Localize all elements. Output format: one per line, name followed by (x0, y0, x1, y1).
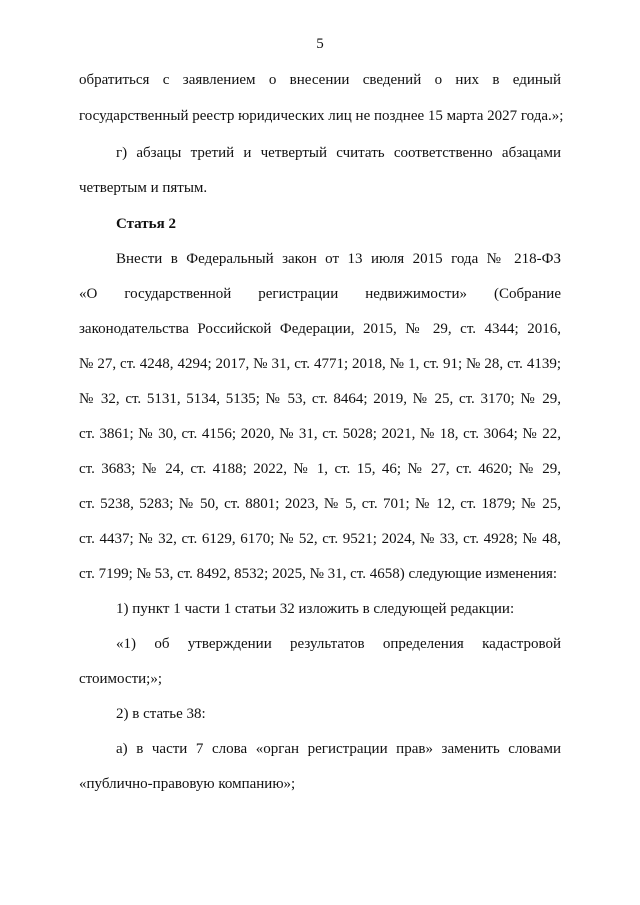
text-line: 1) пункт 1 части 1 статьи 32 изложить в следующей редакции: (116, 601, 515, 617)
text-line: а) в части 7 слова «орган регистрации прав» заменить словами (116, 741, 561, 757)
text-line: г) абзацы третий и четвертый считать соответственно абзацами (116, 145, 561, 161)
text-line: четвертым и пятым. (79, 180, 208, 196)
text-line: «публично-правовую компанию»; (79, 776, 296, 792)
article-heading: Статья 2 (116, 216, 176, 232)
text-line: ст. 3861; № 30, ст. 4156; 2020, № 31, ст. 5028; 2021, № 18, ст. 3064; № 22, (79, 426, 561, 442)
text-line: обратиться с заявлением о внесении сведений о них в единый (79, 72, 561, 88)
text-line: «О государственной регистрации недвижимости» (Собрание (79, 286, 561, 302)
text-line: ст. 3683; № 24, ст. 4188; 2022, № 1, ст. 15, 46; № 27, ст. 4620; № 29, (79, 461, 561, 477)
text-line: «1) об утверждении результатов определения кадастровой (116, 636, 561, 652)
text-line: стоимости;»; (79, 671, 162, 687)
page-number: 5 (316, 36, 324, 52)
text-line: государственный реестр юридических лиц не позднее 15 марта 2027 года.»; (79, 108, 564, 124)
text-line: ст. 7199; № 53, ст. 8492, 8532; 2025, № 31, ст. 4658) следующие изменения: (79, 566, 558, 582)
text-line: Внести в Федеральный закон от 13 июля 2015 года № 218-ФЗ (116, 251, 561, 267)
text-line: ст. 5238, 5283; № 50, ст. 8801; 2023, № 5, ст. 701; № 12, ст. 1879; № 25, (79, 496, 561, 512)
text-line: № 32, ст. 5131, 5134, 5135; № 53, ст. 8464; 2019, № 25, ст. 3170; № 29, (79, 391, 561, 407)
text-line: ст. 4437; № 32, ст. 6129, 6170; № 52, ст. 9521; 2024, № 33, ст. 4928; № 48, (79, 531, 561, 547)
text-line: законодательства Российской Федерации, 2015, № 29, ст. 4344; 2016, (79, 321, 561, 337)
text-line: 2) в статье 38: (116, 706, 206, 722)
text-line: № 27, ст. 4248, 4294; 2017, № 31, ст. 4771; 2018, № 1, ст. 91; № 28, ст. 4139; (79, 356, 561, 372)
